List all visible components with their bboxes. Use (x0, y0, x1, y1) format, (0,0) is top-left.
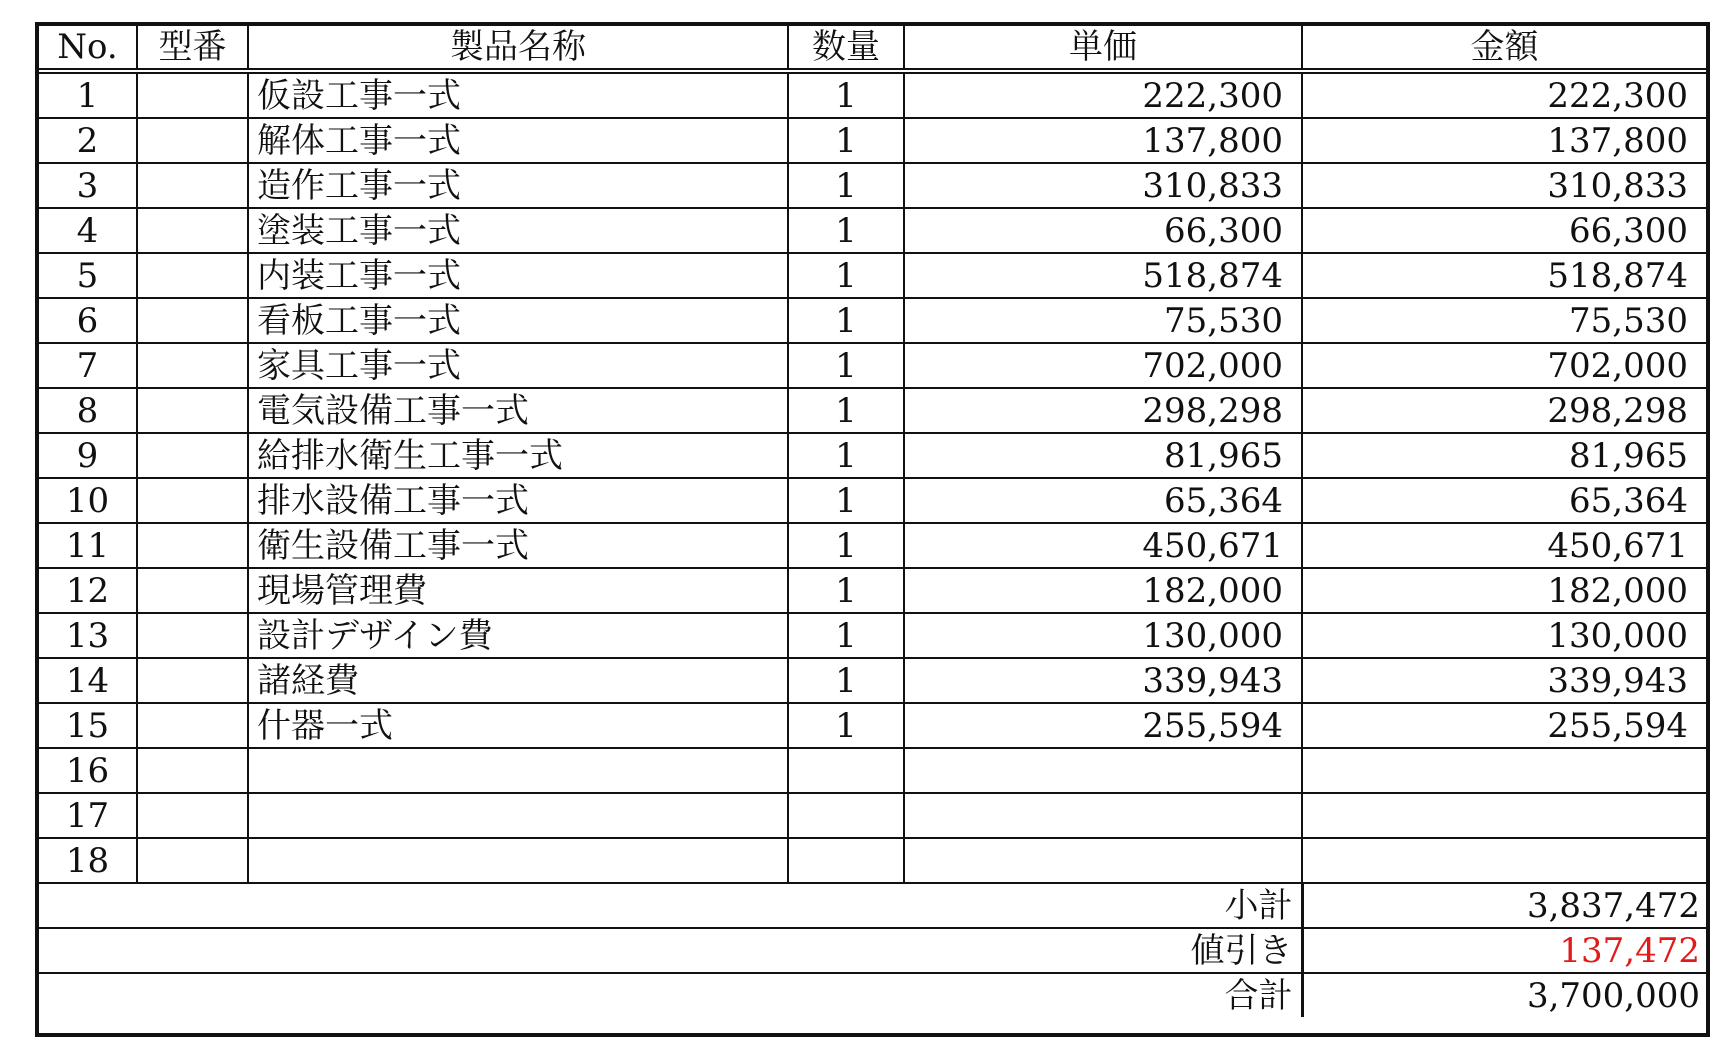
row-model (137, 703, 248, 748)
row-unit-price: 310,833 (904, 163, 1302, 208)
discount-value: 137,472 (1302, 928, 1706, 973)
row-no: 13 (39, 613, 137, 658)
row-quantity: 1 (788, 433, 904, 478)
row-unit-price: 702,000 (904, 343, 1302, 388)
row-quantity: 1 (788, 343, 904, 388)
row-amount: 255,594 (1302, 703, 1706, 748)
row-amount: 450,671 (1302, 523, 1706, 568)
row-model (137, 748, 248, 793)
row-unit-price: 81,965 (904, 433, 1302, 478)
table-row (39, 838, 1706, 882)
row-model (137, 838, 248, 882)
row-unit-price: 137,800 (904, 118, 1302, 163)
row-no: 12 (39, 568, 137, 613)
table-row (39, 703, 1706, 748)
row-amount (1302, 793, 1706, 838)
row-no: 7 (39, 343, 137, 388)
row-model (137, 433, 248, 478)
row-amount (1302, 838, 1706, 882)
row-product-name: 塗装工事一式 (248, 208, 788, 253)
row-quantity (788, 748, 904, 793)
row-no: 2 (39, 118, 137, 163)
table-header-row (39, 26, 1706, 71)
row-quantity: 1 (788, 703, 904, 748)
row-unit-price: 339,943 (904, 658, 1302, 703)
total-label: 合計 (39, 973, 1302, 1017)
row-unit-price: 298,298 (904, 388, 1302, 433)
row-no: 11 (39, 523, 137, 568)
row-amount: 81,965 (1302, 433, 1706, 478)
row-amount: 702,000 (1302, 343, 1706, 388)
estimate-table-sheet (35, 22, 1710, 1037)
table-row (39, 163, 1706, 208)
row-unit-price: 222,300 (904, 71, 1302, 118)
row-model (137, 658, 248, 703)
row-unit-price: 75,530 (904, 298, 1302, 343)
row-unit-price: 130,000 (904, 613, 1302, 658)
row-unit-price (904, 793, 1302, 838)
row-no: 5 (39, 253, 137, 298)
summary-table (39, 882, 1706, 1017)
table-row (39, 478, 1706, 523)
discount-label: 値引き (39, 928, 1302, 973)
table-row (39, 388, 1706, 433)
header-product-name: 製品名称 (248, 26, 788, 71)
table-row (39, 253, 1706, 298)
table-row (39, 71, 1706, 118)
row-unit-price (904, 748, 1302, 793)
row-unit-price (904, 838, 1302, 882)
row-quantity (788, 838, 904, 882)
row-amount: 75,530 (1302, 298, 1706, 343)
table-row (39, 748, 1706, 793)
row-amount: 130,000 (1302, 613, 1706, 658)
row-product-name (248, 838, 788, 882)
row-no: 17 (39, 793, 137, 838)
row-product-name: 電気設備工事一式 (248, 388, 788, 433)
row-amount: 298,298 (1302, 388, 1706, 433)
table-row (39, 658, 1706, 703)
row-model (137, 343, 248, 388)
header-quantity: 数量 (788, 26, 904, 71)
estimate-table (39, 26, 1706, 882)
row-unit-price: 65,364 (904, 478, 1302, 523)
table-row (39, 208, 1706, 253)
row-no: 9 (39, 433, 137, 478)
table-row (39, 343, 1706, 388)
row-no: 4 (39, 208, 137, 253)
total-row (39, 973, 1706, 1017)
row-quantity: 1 (788, 388, 904, 433)
row-product-name (248, 793, 788, 838)
row-model (137, 793, 248, 838)
row-amount: 65,364 (1302, 478, 1706, 523)
row-product-name: 現場管理費 (248, 568, 788, 613)
row-no: 10 (39, 478, 137, 523)
subtotal-value: 3,837,472 (1302, 883, 1706, 928)
table-row (39, 118, 1706, 163)
row-model (137, 523, 248, 568)
table-row (39, 568, 1706, 613)
row-product-name: 仮設工事一式 (248, 71, 788, 118)
row-amount: 66,300 (1302, 208, 1706, 253)
row-product-name (248, 748, 788, 793)
row-model (137, 163, 248, 208)
row-model (137, 118, 248, 163)
row-no: 3 (39, 163, 137, 208)
row-product-name: 看板工事一式 (248, 298, 788, 343)
header-unit-price: 単価 (904, 26, 1302, 71)
row-model (137, 298, 248, 343)
row-product-name: 排水設備工事一式 (248, 478, 788, 523)
row-model (137, 568, 248, 613)
row-unit-price: 182,000 (904, 568, 1302, 613)
row-quantity: 1 (788, 523, 904, 568)
table-row (39, 298, 1706, 343)
row-product-name: 造作工事一式 (248, 163, 788, 208)
row-no: 15 (39, 703, 137, 748)
row-amount: 222,300 (1302, 71, 1706, 118)
row-quantity: 1 (788, 208, 904, 253)
row-amount: 518,874 (1302, 253, 1706, 298)
row-quantity: 1 (788, 253, 904, 298)
header-amount: 金額 (1302, 26, 1706, 71)
row-unit-price: 255,594 (904, 703, 1302, 748)
row-product-name: 衛生設備工事一式 (248, 523, 788, 568)
discount-row (39, 928, 1706, 973)
row-product-name: 給排水衛生工事一式 (248, 433, 788, 478)
row-amount: 339,943 (1302, 658, 1706, 703)
table-row (39, 793, 1706, 838)
row-product-name: 解体工事一式 (248, 118, 788, 163)
row-unit-price: 518,874 (904, 253, 1302, 298)
table-row (39, 523, 1706, 568)
row-model (137, 71, 248, 118)
row-model (137, 208, 248, 253)
row-no: 18 (39, 838, 137, 882)
row-quantity: 1 (788, 568, 904, 613)
total-value: 3,700,000 (1302, 973, 1706, 1017)
row-quantity: 1 (788, 118, 904, 163)
row-no: 6 (39, 298, 137, 343)
row-quantity (788, 793, 904, 838)
row-quantity: 1 (788, 163, 904, 208)
row-product-name: 家具工事一式 (248, 343, 788, 388)
subtotal-label: 小計 (39, 883, 1302, 928)
row-no: 16 (39, 748, 137, 793)
row-unit-price: 450,671 (904, 523, 1302, 568)
row-product-name: 設計デザイン費 (248, 613, 788, 658)
table-row (39, 433, 1706, 478)
row-quantity: 1 (788, 298, 904, 343)
row-quantity: 1 (788, 613, 904, 658)
table-row (39, 613, 1706, 658)
row-amount (1302, 748, 1706, 793)
row-quantity: 1 (788, 71, 904, 118)
row-amount: 137,800 (1302, 118, 1706, 163)
row-no: 8 (39, 388, 137, 433)
row-model (137, 388, 248, 433)
row-quantity: 1 (788, 478, 904, 523)
row-amount: 182,000 (1302, 568, 1706, 613)
row-no: 1 (39, 71, 137, 118)
row-model (137, 478, 248, 523)
row-product-name: 諸経費 (248, 658, 788, 703)
row-amount: 310,833 (1302, 163, 1706, 208)
row-product-name: 内装工事一式 (248, 253, 788, 298)
row-model (137, 253, 248, 298)
header-model: 型番 (137, 26, 248, 71)
row-no: 14 (39, 658, 137, 703)
table-body (39, 71, 1706, 882)
row-quantity: 1 (788, 658, 904, 703)
header-no: No. (39, 26, 137, 71)
row-model (137, 613, 248, 658)
row-unit-price: 66,300 (904, 208, 1302, 253)
row-product-name: 什器一式 (248, 703, 788, 748)
subtotal-row (39, 883, 1706, 928)
